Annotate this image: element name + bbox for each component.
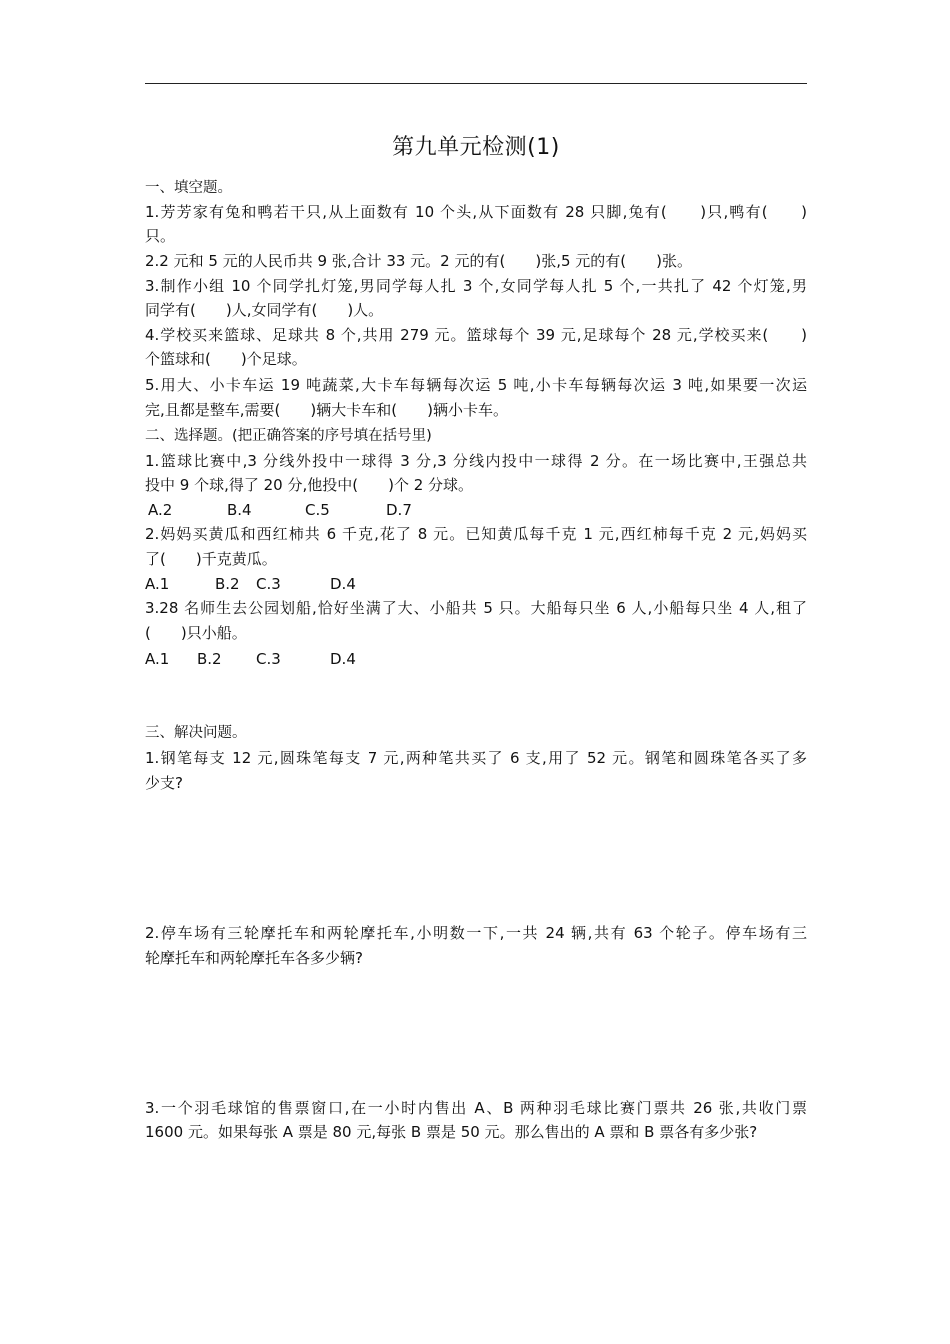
question-text: 1.篮球比赛中,3 分线外投中一球得 3 分,3 分线内投中一球得 2 分。在一场比赛中,王强总共 bbox=[145, 452, 807, 470]
option-a: A.1 bbox=[145, 650, 170, 668]
option-d: D.7 bbox=[386, 501, 412, 519]
question-text: 1.钢笔每支 12 元,圆珠笔每支 7 元,两种笔共买了 6 支,用了 52 元。钢笔和圆珠笔各买了多 bbox=[145, 749, 807, 767]
option-c: C.3 bbox=[256, 650, 281, 668]
option-b: B.2 bbox=[197, 650, 222, 668]
section-heading-fill-blank: 一、填空题。 bbox=[145, 180, 232, 196]
question-text: 5.用大、小卡车运 19 吨蔬菜,大卡车每辆每次运 5 吨,小卡车每辆每次运 3 吨,如果要一次运 bbox=[145, 376, 807, 394]
option-b: B.4 bbox=[227, 501, 252, 519]
question-text: ( )只小船。 bbox=[145, 624, 247, 642]
question-text: 少支? bbox=[145, 774, 183, 792]
section-heading-problem-solving: 三、解决问题。 bbox=[145, 725, 247, 741]
question-text: 2.妈妈买黄瓜和西红柿共 6 千克,花了 8 元。已知黄瓜每千克 1 元,西红柿每千克 2 元,妈妈买 bbox=[145, 525, 807, 543]
question-text: 了( )千克黄瓜。 bbox=[145, 550, 277, 568]
question-text: 3.制作小组 10 个同学扎灯笼,男同学每人扎 3 个,女同学每人扎 5 个,一共扎了 42 个灯笼,男 bbox=[145, 277, 807, 295]
page-title: 第九单元检测(1) bbox=[392, 135, 560, 160]
question-text: 投中 9 个球,得了 20 分,他投中( )个 2 分球。 bbox=[145, 476, 474, 494]
option-a: A.1 bbox=[145, 575, 170, 593]
question-text: 3.28 名师生去公园划船,恰好坐满了大、小船共 5 只。大船每只坐 6 人,小船每只坐 4 人,租了 bbox=[145, 599, 807, 617]
answer-options bbox=[145, 647, 807, 671]
header-rule bbox=[145, 83, 807, 84]
question-text: 1600 元。如果每张 A 票是 80 元,每张 B 票是 50 元。那么售出的 A 票和 B 票各有多少张? bbox=[145, 1123, 758, 1141]
question-text: 2.2 元和 5 元的人民币共 9 张,合计 33 元。2 元的有( )张,5 元的有( )张。 bbox=[145, 252, 692, 270]
option-c: C.3 bbox=[256, 575, 281, 593]
question-text: 轮摩托车和两轮摩托车各多少辆? bbox=[145, 949, 363, 967]
answer-options bbox=[145, 498, 807, 522]
question-text: 只。 bbox=[145, 227, 176, 245]
option-d: D.4 bbox=[330, 650, 356, 668]
question-text: 完,且都是整车,需要( )辆大卡车和( )辆小卡车。 bbox=[145, 401, 508, 419]
answer-options bbox=[145, 572, 807, 596]
question-text: 2.停车场有三轮摩托车和两轮摩托车,小明数一下,一共 24 辆,共有 63 个轮子。停车场有三 bbox=[145, 924, 807, 942]
option-c: C.5 bbox=[305, 501, 330, 519]
question-text: 3.一个羽毛球馆的售票窗口,在一小时内售出 A、B 两种羽毛球比赛门票共 26 张,共收门票 bbox=[145, 1099, 807, 1117]
question-text: 同学有( )人,女同学有( )人。 bbox=[145, 301, 384, 319]
section-heading-multiple-choice: 二、选择题。(把正确答案的序号填在括号里) bbox=[145, 428, 432, 444]
option-b: B.2 bbox=[215, 575, 240, 593]
question-text: 4.学校买来篮球、足球共 8 个,共用 279 元。篮球每个 39 元,足球每个 28 元,学校买来( ) bbox=[145, 326, 807, 344]
option-d: D.4 bbox=[330, 575, 356, 593]
option-a: A.2 bbox=[148, 501, 173, 519]
question-text: 个篮球和( )个足球。 bbox=[145, 350, 307, 368]
question-text: 1.芳芳家有兔和鸭若干只,从上面数有 10 个头,从下面数有 28 只脚,兔有( )只,鸭有( ) bbox=[145, 203, 807, 221]
